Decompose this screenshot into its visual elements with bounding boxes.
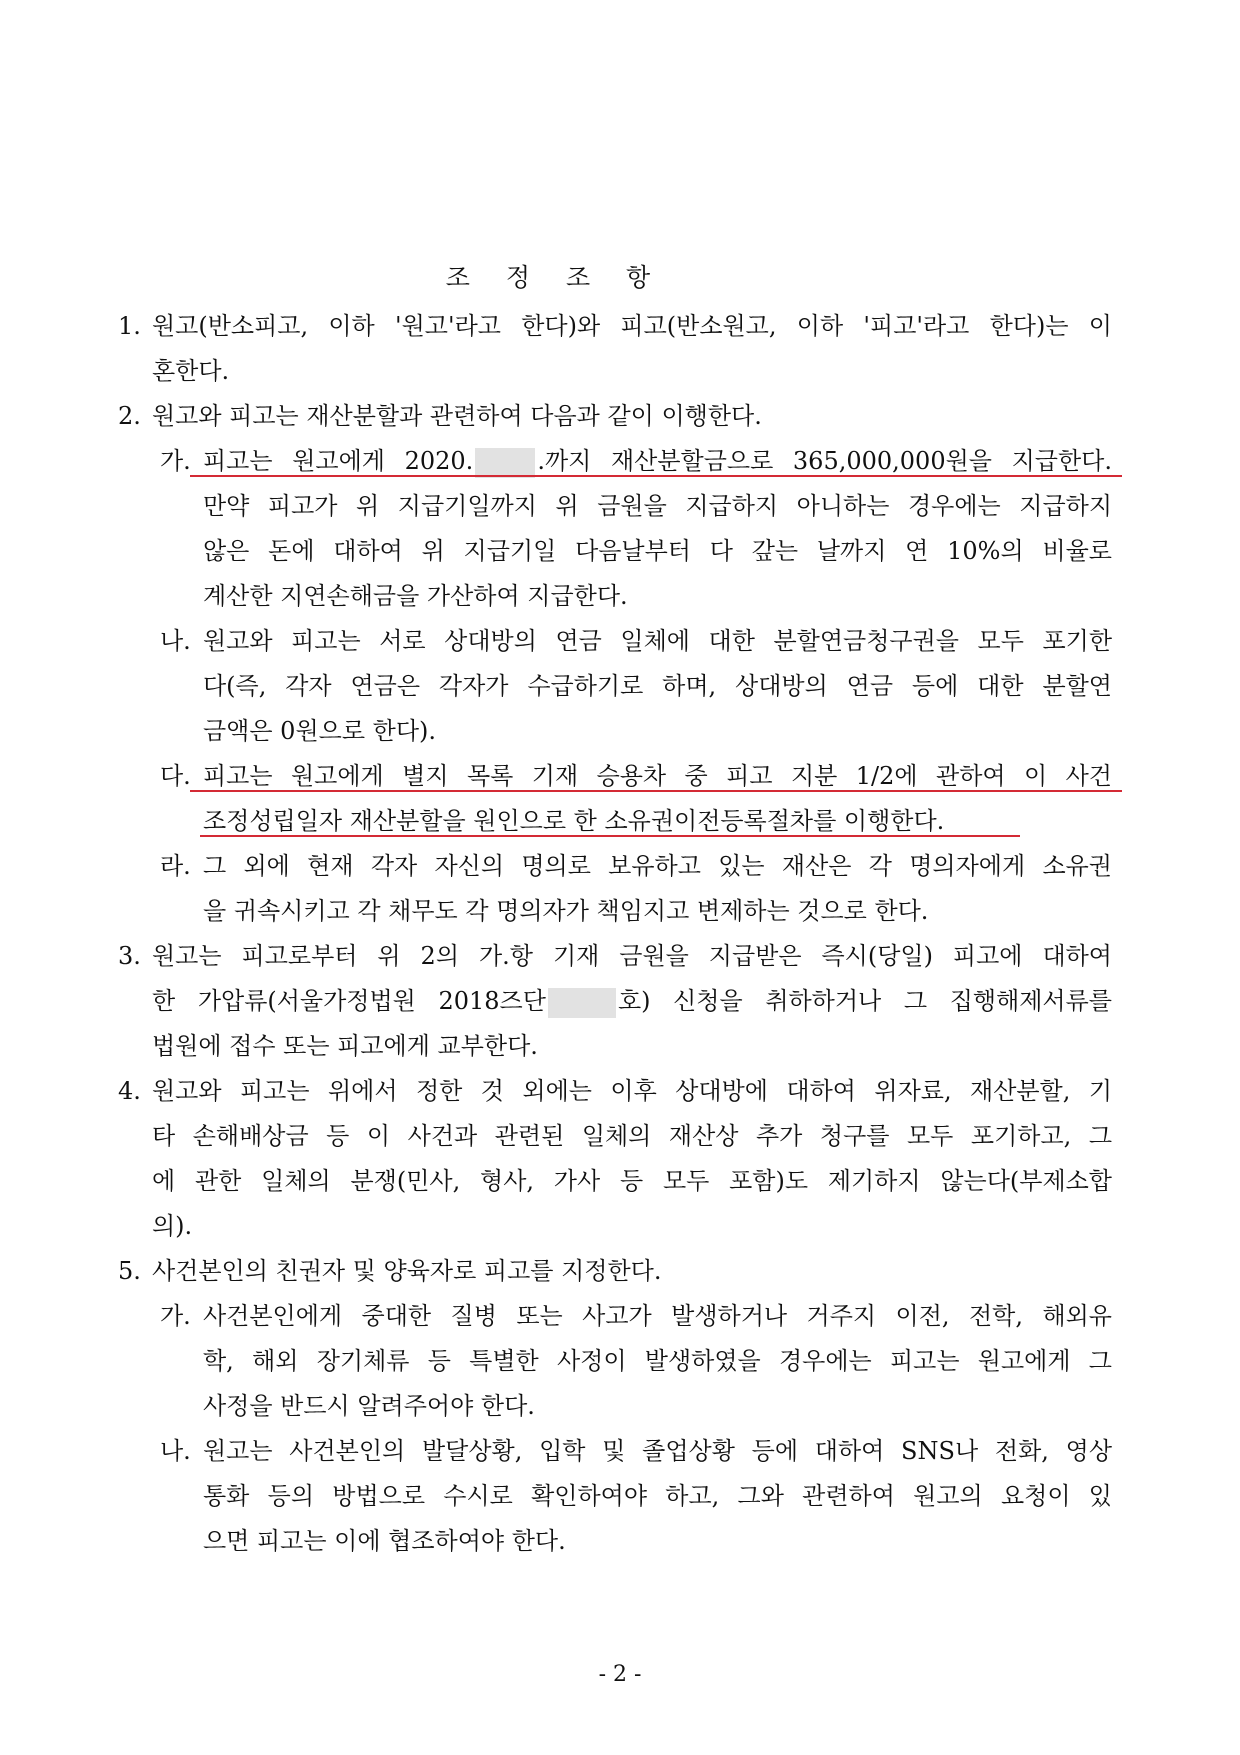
item-5-number: 5.: [118, 1257, 141, 1285]
red-underline: [190, 790, 1122, 792]
item-2-na-mark: 나.: [160, 627, 191, 655]
item-3-line-2a: 한 가압류(서울가정법원 2018즈단: [152, 987, 546, 1015]
item-2-ga-mark: 가.: [160, 447, 191, 475]
item-3-line-2: [152, 986, 1112, 1018]
item-2-ga-line-3: 않은 돈에 대하여 위 지급기일 다음날부터 다 갚는 날까지 연 10%의 비율로: [203, 537, 1112, 565]
item-3-number: 3.: [118, 942, 141, 970]
item-3-line-3: 법원에 접수 또는 피고에게 교부한다.: [152, 1032, 538, 1060]
item-2-da-line-2: 조정성립일자 재산분할을 원인으로 한 소유권이전등록절차를 이행한다.: [203, 807, 945, 835]
item-2-na-line-1: 원고와 피고는 서로 상대방의 연금 일체에 대한 분할연금청구권을 모두 포기한: [203, 627, 1112, 655]
item-1-number: 1.: [118, 312, 141, 340]
item-2-na-line-2: 다(즉, 각자 연금은 각자가 수급하기로 하며, 상대방의 연금 등에 대한 분할연: [203, 672, 1112, 700]
item-4-number: 4.: [118, 1077, 141, 1105]
item-2-ga-line-1b: .까지 재산분할금으로 365,000,000원을 지급한다.: [537, 447, 1112, 475]
item-5-line-1: 사건본인의 친권자 및 양육자로 피고를 지정한다.: [152, 1257, 662, 1285]
item-2-ga-line-4: 계산한 지연손해금을 가산하여 지급한다.: [203, 582, 628, 610]
item-1-line-2: 혼한다.: [152, 357, 230, 385]
item-3-line-1: 원고는 피고로부터 위 2의 가.항 기재 금원을 지급받은 즉시(당일) 피고에 대하여: [152, 942, 1112, 970]
item-1-line-1: 원고(반소피고, 이하 '원고'라고 한다)와 피고(반소원고, 이하 '피고'라고 한다)는 이: [152, 312, 1112, 340]
item-2-ga-line-2: 만약 피고가 위 지급기일까지 위 금원을 지급하지 아니하는 경우에는 지급하지: [203, 492, 1112, 520]
item-2-ga-line-1a: 피고는 원고에게 2020.: [203, 447, 474, 475]
item-2-ra-mark: 라.: [160, 852, 191, 880]
item-5-ga-line-2: 학, 해외 장기체류 등 특별한 사정이 발생하였을 경우에는 피고는 원고에게 그: [203, 1347, 1112, 1375]
item-4-line-2: 타 손해배상금 등 이 사건과 관련된 일체의 재산상 추가 청구를 모두 포기하고, 그: [152, 1122, 1112, 1150]
item-2-na-line-3: 금액은 0원으로 한다).: [203, 717, 436, 745]
item-5-na-line-3: 으면 피고는 이에 협조하여야 한다.: [203, 1527, 566, 1555]
item-2-ga-line-1: [203, 446, 1112, 478]
page-number: - 2 -: [598, 1662, 642, 1687]
item-5-ga-line-3: 사정을 반드시 알려주어야 한다.: [203, 1392, 535, 1420]
redaction-box: [475, 448, 535, 478]
item-2-da-mark: 다.: [160, 762, 191, 790]
item-5-ga-line-1: 사건본인에게 중대한 질병 또는 사고가 발생하거나 거주지 이전, 전학, 해외유: [203, 1302, 1112, 1330]
item-4-line-4: 의).: [152, 1212, 193, 1240]
item-2-line-1: 원고와 피고는 재산분할과 관련하여 다음과 같이 이행한다.: [152, 402, 762, 430]
item-5-ga-mark: 가.: [160, 1302, 191, 1330]
red-underline: [190, 475, 1122, 477]
page-title: 조 정 조 항: [445, 263, 665, 292]
item-5-na-line-2: 통화 등의 방법으로 수시로 확인하여야 하고, 그와 관련하여 원고의 요청이 있: [203, 1482, 1112, 1510]
red-underline: [200, 835, 1020, 837]
item-2-ra-line-1: 그 외에 현재 각자 자신의 명의로 보유하고 있는 재산은 각 명의자에게 소유권: [203, 852, 1112, 880]
item-4-line-1: 원고와 피고는 위에서 정한 것 외에는 이후 상대방에 대하여 위자료, 재산분할, 기: [152, 1077, 1112, 1105]
redaction-box: [548, 988, 616, 1018]
item-4-line-3: 에 관한 일체의 분쟁(민사, 형사, 가사 등 모두 포함)도 제기하지 않는다(부제소합: [152, 1167, 1112, 1195]
item-2-number: 2.: [118, 402, 141, 430]
item-3-line-2b: 호) 신청을 취하하거나 그 집행해제서류를: [617, 987, 1112, 1015]
item-2-ra-line-2: 을 귀속시키고 각 채무도 각 명의자가 책임지고 변제하는 것으로 한다.: [203, 897, 929, 925]
item-2-da-line-1: 피고는 원고에게 별지 목록 기재 승용차 중 피고 지분 1/2에 관하여 이 사건: [203, 762, 1112, 790]
item-5-na-mark: 나.: [160, 1437, 191, 1465]
item-5-na-line-1: 원고는 사건본인의 발달상황, 입학 및 졸업상황 등에 대하여 SNS나 전화, 영상: [203, 1437, 1112, 1465]
